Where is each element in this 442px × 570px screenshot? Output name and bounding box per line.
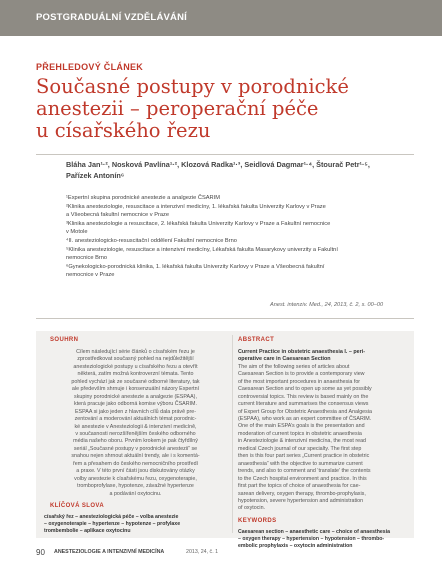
summary-line: zentování a moderování aktuálních témat porodnic-: [74, 416, 197, 423]
title-line: Současné postupy v porodnické: [36, 75, 349, 98]
abstract-en: [238, 337, 408, 550]
summary-line: Cílem následující série článků o císařském řezu je: [76, 349, 195, 355]
abstract-line: hypotension, severe hypertension and administration: [238, 497, 364, 504]
summary-line: ale především shrnuje i konsenzuální názory Expertní: [71, 386, 200, 393]
affiliation-line: ³Klinika anesteziologie a resuscitace, 2. lékařská fakulta Univerzity Karlovy v Praze a Fakultní nemocnice: [66, 220, 331, 227]
article-type: PŘEHLEDOVÝ ČLÁNEK: [36, 62, 144, 72]
abstract-line: then is this four part series „Current practice in obstetric: [238, 453, 370, 460]
page-footer: [36, 548, 416, 558]
keywords-en: [238, 529, 408, 550]
abstract-line: medical Czech journal of our specialty. The first step: [238, 445, 362, 452]
abstract-title-line: operative care in Caesarean Section: [238, 356, 331, 363]
abstract-line: of Expert Group for Obstetric Anaesthesia and Analgesia: [238, 408, 372, 415]
affiliation-line: a Všeobecná fakultní nemocnice v Praze: [66, 212, 170, 219]
abstract-box: [36, 331, 414, 549]
summary-line: některá, zatím možná kontroverzní témata. Tento: [77, 371, 194, 378]
abstract-line: moderation of current topics in obstetric anaesthesia: [238, 430, 362, 437]
summary-line: v současnosti nerozšířenějším českého odborného: [75, 430, 196, 437]
summary-line: a praxe. V této první části jsou diskutovány otázky: [76, 468, 195, 475]
summary-line: snahou nejen shrnout aktuální trendy, ale i s komentá-: [71, 453, 200, 460]
section-header-bar: [0, 0, 442, 36]
keywords-heading-cz: KLÍČOVÁ SLOVA: [50, 503, 105, 510]
abstract-line: Caesarean Section and to open up some as yet possibly: [238, 386, 372, 393]
summary-line: anesteziologické postupy u císařského řezu a otevřít: [73, 363, 198, 370]
summary-text: [44, 349, 227, 498]
summary-cz: [44, 337, 227, 535]
abstract-line: The aim of the following series of articles about: [238, 363, 350, 370]
abstract-line: of oxytocin.: [238, 505, 266, 512]
abstract-line: in Anesteziologie & intenzivní medicína, the most read: [238, 438, 367, 445]
affiliation-line: ⁴II. anesteziologicko-resuscitační oddělení Fakultní nemocnice Brno: [66, 237, 237, 244]
divider: [36, 154, 414, 155]
affiliation-line: nemocnice Brno: [66, 255, 108, 262]
abstract-title-line: Current Practice in obstetric anaesthesia I. – peri-: [238, 349, 366, 355]
summary-line: řem a přesahem do českého nemocničního prostředí: [72, 460, 199, 467]
summary-line: a podávání oxytocinu.: [109, 490, 162, 497]
keywords-cz: [44, 514, 227, 535]
author-list: [66, 159, 412, 181]
abstract-title: [238, 349, 408, 364]
abstract-line: (ESPAA), who work as an expert committee of ČSARIM.: [238, 415, 372, 422]
title-line: anestezii – peroperační péče: [36, 97, 319, 120]
abstract-text: [238, 364, 408, 513]
issue-info: 2013, 24, č. 1: [186, 549, 219, 555]
abstract-line: to the Czech hospital environment and practice. In this: [238, 475, 367, 482]
section-label: POSTGRADUÁLNÍ VZDĚLÁVÁNÍ: [36, 12, 187, 23]
abstract-line: trends, and also to comment and ‘translate’ the contents: [238, 468, 371, 475]
keywords-line: – oxygen therapy – hypertension – hypotension – thrombo-: [238, 535, 385, 542]
abstract-line: controversial topics. This review is based mainly on the: [238, 393, 369, 400]
summary-line: která pracuje jako odborná komise výboru ČSARIM.: [74, 401, 197, 408]
author-line: Bláha Jan¹·², Nosková Pavlína¹·², Klozová Radka¹·³, Seidlová Dagmar¹·⁴, Štourač Petr¹·⁵,: [66, 160, 370, 169]
keywords-line: Caesarean section – anaesthetic care – choice of anaesthesia: [238, 528, 390, 535]
title-line: u císařského řezu: [36, 119, 211, 142]
abstract-line: first part the topics of choice of anaesthesia for cae-: [238, 483, 361, 490]
keywords-line: trombembolie – aplikace oxytocinu: [44, 528, 131, 535]
divider: [36, 318, 414, 319]
abstract-line: current literature and summarises the consensus views: [238, 401, 369, 408]
citation: Anest. intenziv. Med., 24, 2013, č. 2, s. 00–00: [270, 302, 384, 308]
affiliation-line: ²Klinika anesteziologie, resuscitace a intenzivní medicíny, 1. lékařská fakulta Univerzity Karlovy v Praze: [66, 203, 326, 210]
summary-line: média našeho oboru. Prvním krokem je pak čtyřdílný: [73, 438, 198, 445]
affiliation-line: v Motole: [66, 229, 88, 236]
abstract-line: anaesthesia“ with the objective to summarize current: [238, 460, 363, 467]
affiliation-line: ⁵Klinika anesteziologie, resuscitace a intenzivní medicíny, Lékařská fakulta Masarykovy univerzity a Fakultní: [66, 246, 338, 253]
affiliation-line: ⁶Gynekologicko-porodnická klinika, 1. lékařská fakulta Univerzity Karlovy v Praze a Všeobecná fakultní: [66, 263, 325, 270]
summary-line: seriál „Současné postupy v porodnické anestezii“ se: [73, 445, 198, 452]
summary-line: pohled vychází jak ze současné odborné literatury, tak: [71, 378, 200, 385]
journal-name: ANESTEZIOLOGIE A INTENZIVNÍ MEDICÍNA: [54, 549, 165, 555]
summary-line: tromboprofylaxe, hypotenze, závažné hypertenze: [77, 483, 194, 490]
summary-line: ké anestezie v Anesteziologii & intenzivní medicíně,: [74, 423, 197, 430]
abstract-line: Caesarean Section is to provide a contemporary view: [238, 371, 365, 378]
keywords-heading-en: KEYWORDS: [238, 517, 277, 524]
author-line: Pařízek Antonín⁶: [66, 171, 125, 180]
affiliation-list: [66, 194, 412, 280]
keywords-line: císařský řez – anesteziologická péče – volba anestezie: [44, 514, 179, 521]
column-divider: [232, 335, 233, 533]
affiliation-line: nemocnice v Praze: [66, 272, 115, 279]
abstract-heading: ABSTRACT: [238, 337, 275, 343]
summary-heading: SOUHRN: [50, 337, 79, 343]
keywords-line: – oxygenoterapie – hypertenze – hypotenze – profylaxe: [44, 521, 181, 528]
abstract-line: One of the main ESPA’s goals is the presentation and: [238, 423, 365, 430]
abstract-line: sarean delivery, oxygen therapy, thrombo-prophylaxis,: [238, 490, 366, 497]
summary-line: skupiny porodnické anestezie a analgezie (ESPAA),: [74, 393, 197, 400]
summary-line: zprostředkovat současný pohled na nejdůležitější: [77, 356, 194, 363]
keywords-line: embolic prophylaxis – oxytocin administration: [238, 542, 353, 549]
abstract-line: of the most important procedures in anaesthesia for: [238, 378, 361, 385]
summary-line: ESPAA si jako jeden z hlavních cílů dala právě pre-: [74, 408, 197, 415]
summary-line: volby anestezie k císařskému řezu, oxygenoterapie,: [74, 475, 197, 482]
article-title: [36, 76, 416, 142]
page-number: 90: [36, 548, 45, 557]
affiliation-line: ¹Expertní skupina porodnické anestezie a analgezie ČSARIM: [66, 195, 220, 201]
